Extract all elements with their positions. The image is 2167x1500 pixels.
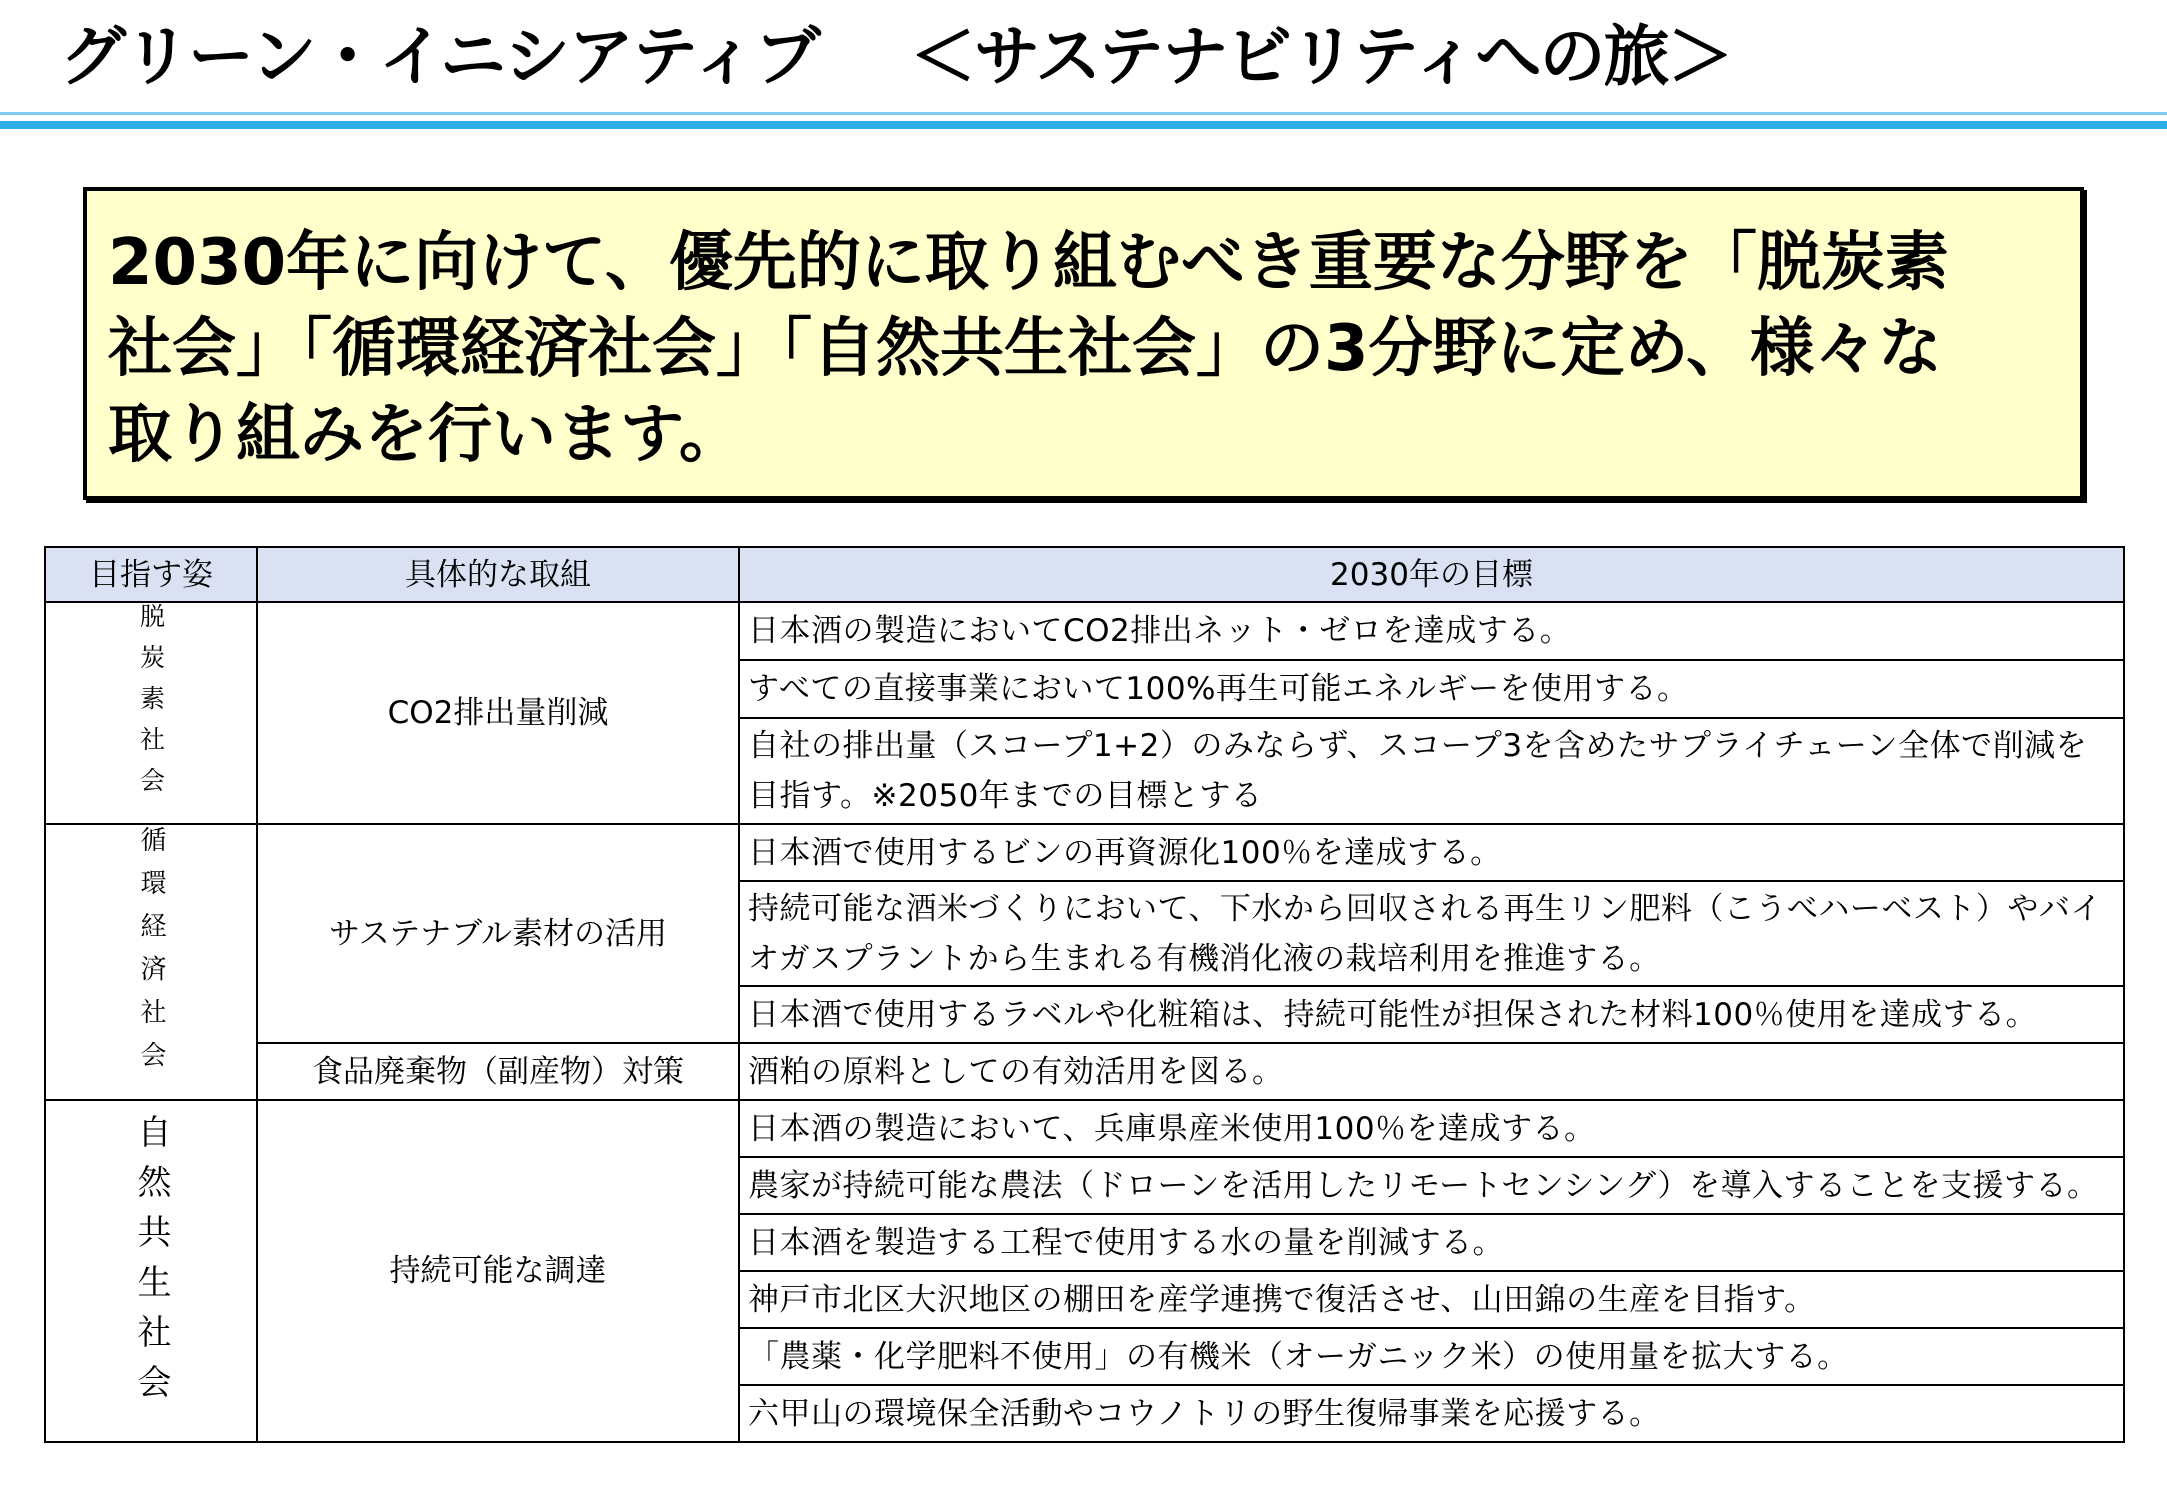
table-row — [45, 602, 2124, 660]
target-cell: 農家が持続可能な農法（ドローンを活用したリモートセンシング）を導入することを支援する。 — [739, 1157, 2124, 1214]
vision-cell — [45, 602, 257, 824]
target-cell: 自社の排出量（スコープ1+2）のみならず、スコープ3を含めたサプライチェーン全体で削減を目指す。※2050年までの目標とする — [739, 718, 2124, 824]
target-cell: 酒粕の原料としての有効活用を図る。 — [739, 1043, 2124, 1100]
page-title: グリーン・イニシアティブ — [60, 18, 819, 95]
table-header-row — [45, 547, 2124, 602]
summary-line: 取り組みを行います。 — [108, 398, 743, 472]
target-cell: 六甲山の環境保全活動やコウノトリの野生復帰事業を応援する。 — [739, 1385, 2124, 1442]
table-row — [45, 824, 2124, 881]
target-cell: 日本酒を製造する工程で使用する水の量を削減する。 — [739, 1214, 2124, 1271]
target-cell: 持続可能な酒米づくりにおいて、下水から回収される再生リン肥料（こうべハーベスト）やバイオガスプラントから生まれる有機消化液の栽培利用を推進する。 — [739, 881, 2124, 986]
summary-box — [83, 187, 2084, 500]
initiative-cell: CO2排出量削減 — [257, 602, 739, 824]
initiative-cell: サステナブル素材の活用 — [257, 824, 739, 1043]
vision-cell — [45, 824, 257, 1100]
target-cell: 「農薬・化学肥料不使用」の有機米（オーガニック米）の使用量を拡大する。 — [739, 1328, 2124, 1385]
initiative-cell: 食品廃棄物（副産物）対策 — [257, 1043, 739, 1100]
target-cell: すべての直接事業において100%再生可能エネルギーを使用する。 — [739, 660, 2124, 718]
summary-line: 社会」「循環経済社会」「自然共生社会」の3分野に定め、様々な — [108, 312, 1942, 386]
table-row — [45, 1043, 2124, 1100]
page-subtitle: ＜サステナビリティへの旅＞ — [910, 18, 1732, 95]
target-cell: 日本酒で使用するラベルや化粧箱は、持続可能性が担保された材料100％使用を達成する。 — [739, 986, 2124, 1043]
target-cell: 神戸市北区大沢地区の棚田を産学連携で復活させ、山田錦の生産を目指す。 — [739, 1271, 2124, 1328]
initiative-cell: 持続可能な調達 — [257, 1100, 739, 1442]
column-header-vision: 目指す姿 — [45, 547, 257, 602]
summary-text — [87, 191, 2080, 478]
vision-label: 脱炭素社会 — [136, 603, 166, 808]
target-cell: 日本酒で使用するビンの再資源化100％を達成する。 — [739, 824, 2124, 881]
title-rule-thick — [0, 121, 2167, 129]
summary-line: 2030年に向けて、優先的に取り組むべき重要な分野を「脱炭素 — [108, 226, 1949, 300]
goals-table — [44, 546, 2125, 1443]
column-header-target: 2030年の目標 — [739, 547, 2124, 602]
column-header-initiative: 具体的な取組 — [257, 547, 739, 602]
title-rule-thin — [0, 112, 2167, 115]
target-cell: 日本酒の製造において、兵庫県産米使用100％を達成する。 — [739, 1100, 2124, 1157]
vision-label: 自然共生社会 — [131, 1113, 171, 1414]
vision-label: 循環経済社会 — [136, 825, 166, 1084]
table-row — [45, 1100, 2124, 1157]
target-cell: 日本酒の製造においてCO2排出ネット・ゼロを達成する。 — [739, 602, 2124, 660]
vision-cell — [45, 1100, 257, 1442]
